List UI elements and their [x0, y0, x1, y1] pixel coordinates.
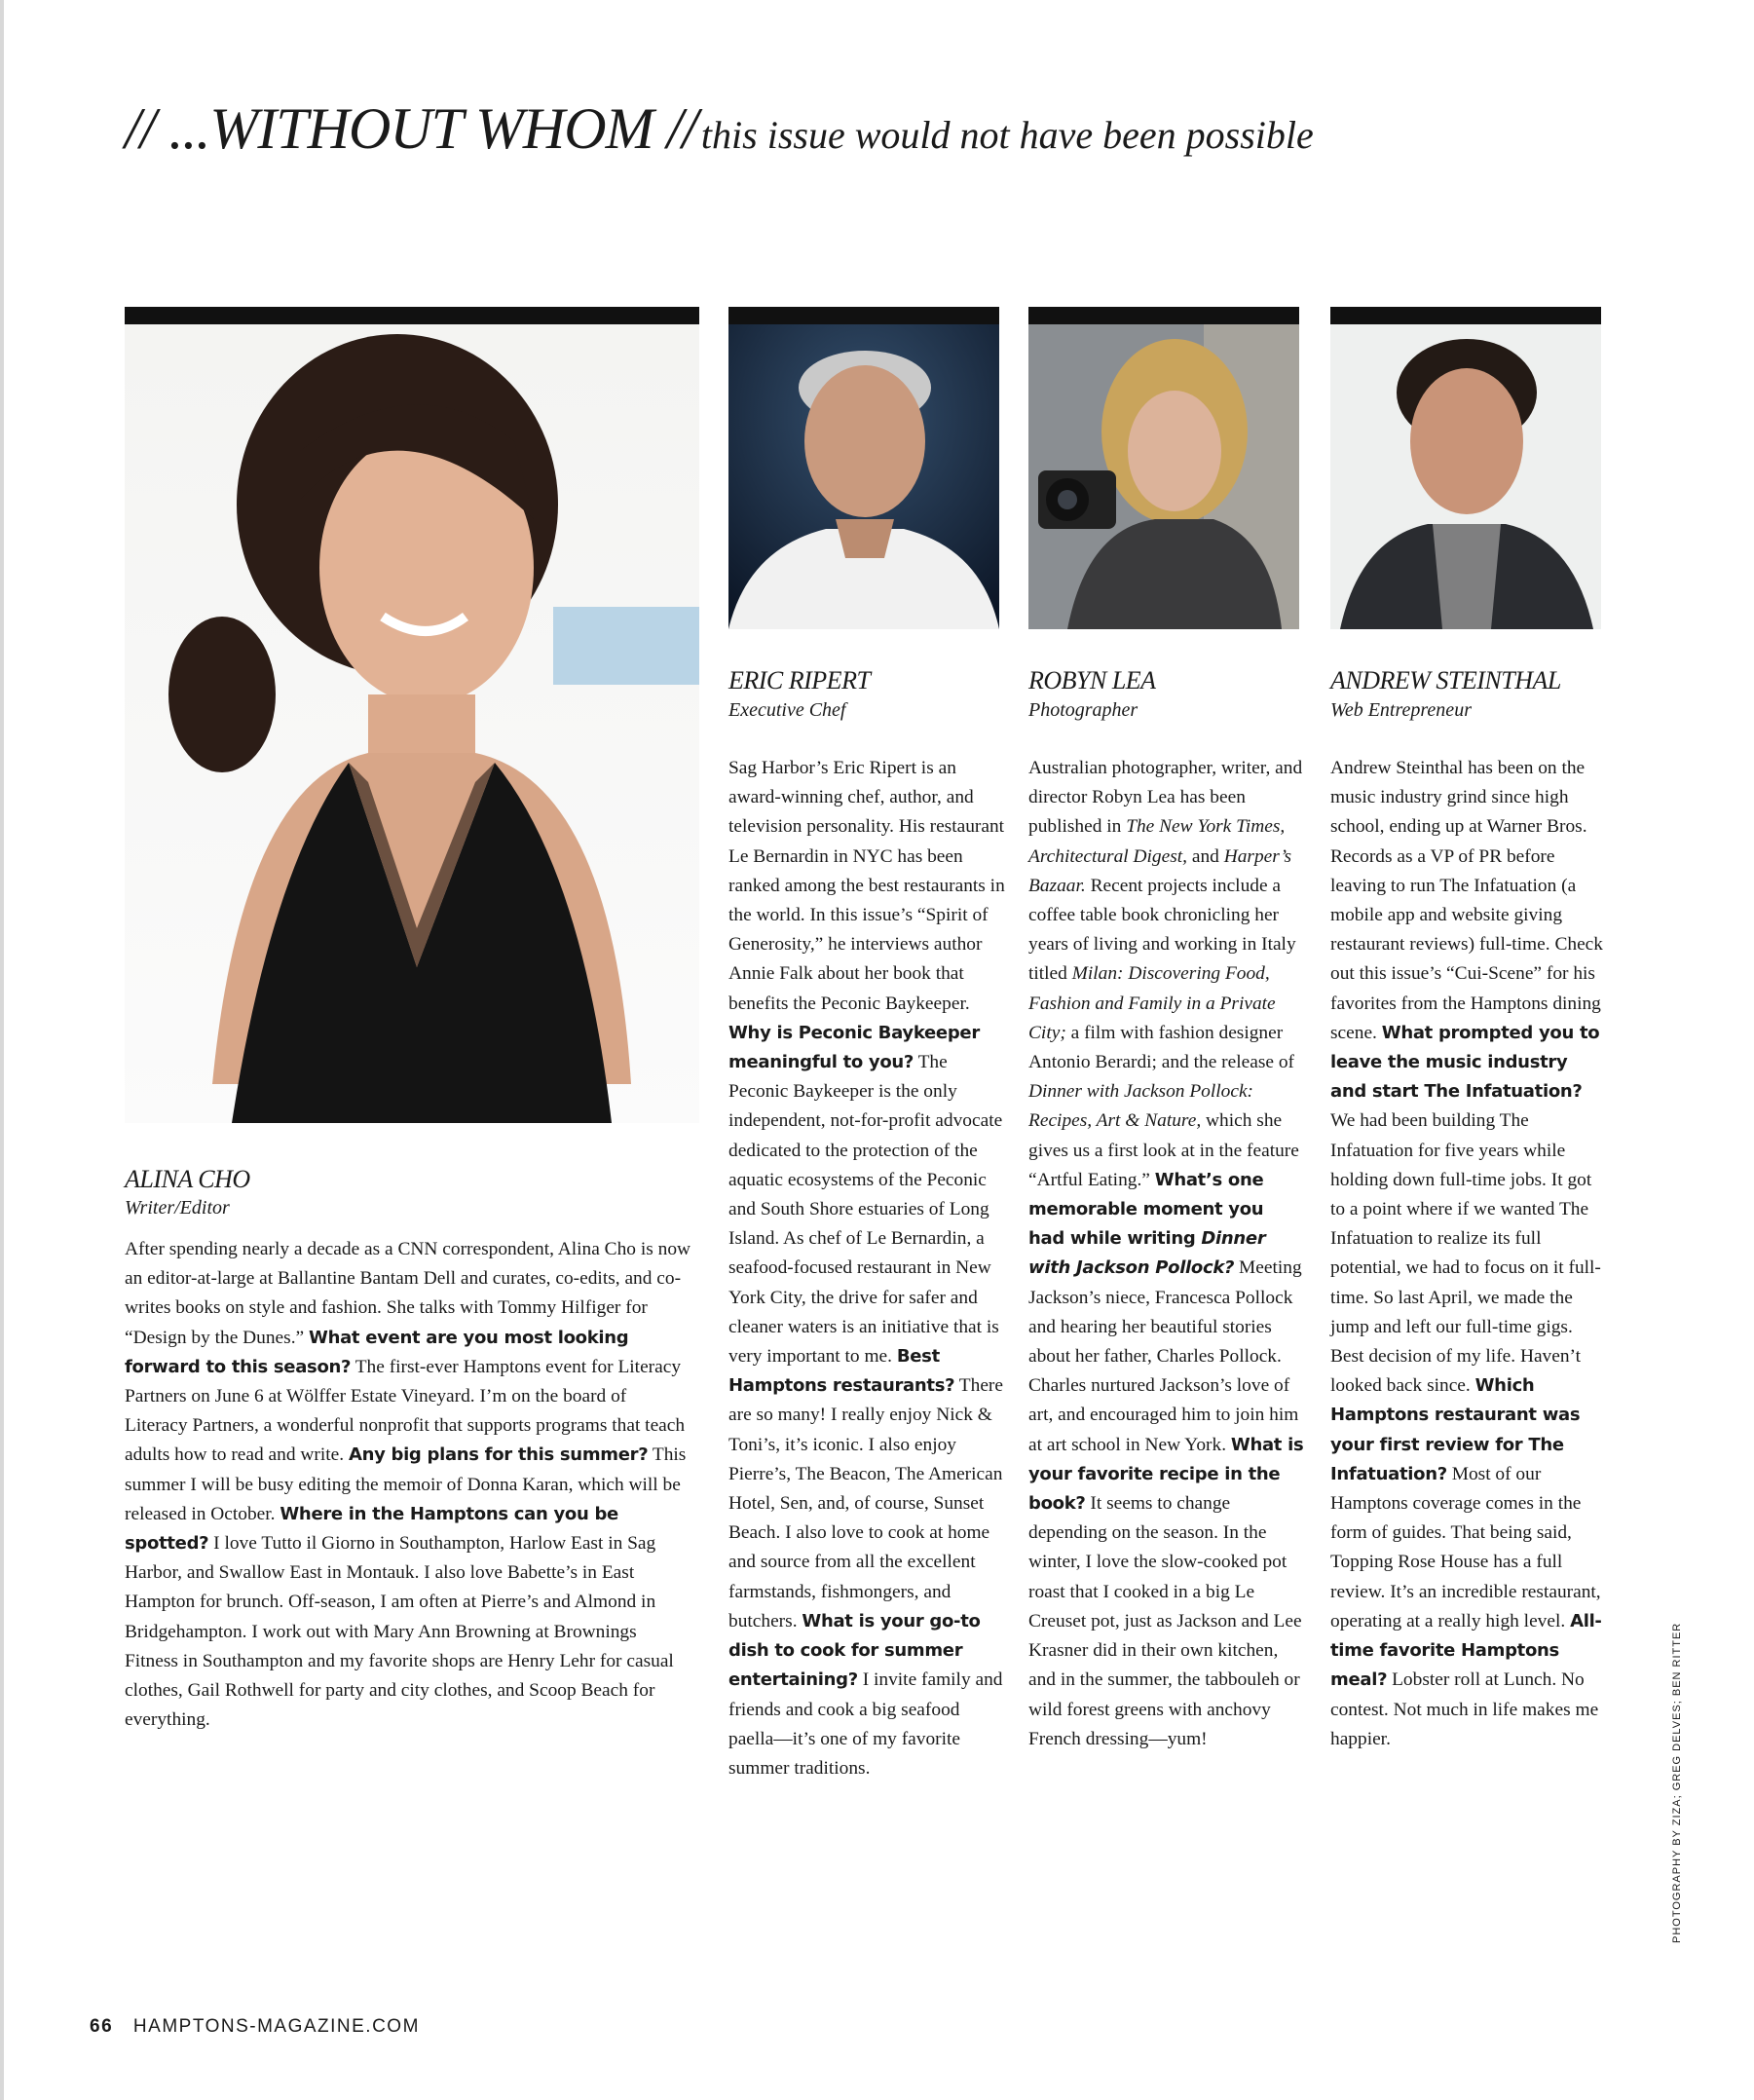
bio-title: Harper’s Bazaar.: [1028, 845, 1292, 896]
header-title: // ...WITHOUT WHOM //: [125, 96, 697, 161]
page-footer: [90, 2016, 420, 2038]
column-rule: [125, 307, 699, 324]
portrait-eric-ripert: [728, 324, 999, 629]
bio-question: Which Hamptons restaurant was your first review for The Infatuation?: [1330, 1375, 1581, 1484]
bio-run: I love Tutto il Giorno in Southampton, Harlow East in Sag Harbor, and Swallow East in Montauk. I also love Babette’s in East Hampton for brunch. Off-season, I am often at Pierre’s and Almond in Bridgehampton. I work out with Mary Ann Browning at Brownings Fitness in Southampton and my favorite shops are Henry Lehr for casual clothes, Gail Rothwell for party and city clothes, and Scoop Beach for everything.: [125, 1533, 674, 1731]
bio-run: We had been building The Infatuation for five years while holding down full-time jobs. It got to a point where if we wanted The Infatuation to realize its full potential, we had to focus on it full-time. So last April, we made the jump and left our full-time gigs. Best decision of my life. Haven’t looked back since.: [1330, 1110, 1601, 1397]
contributor-role: Executive Chef: [728, 699, 846, 721]
bio-text: [1028, 754, 1305, 1754]
bio-run: Andrew Steinthal has been on the music industry grind since high school, ending up at Warner Bros. Records as a VP of PR before leaving to run The Infatuation (a mobile app and website giving restaurant reviews) full-time. Check out this issue’s “Cui-Scene” for his favorites from the Hamptons dining scene.: [1330, 758, 1603, 1043]
contributor-bio: [1028, 754, 1305, 1754]
bio-question: What’s one memorable moment you had while writing: [1028, 1169, 1264, 1250]
header-subtitle: this issue would not have been possible: [700, 113, 1314, 157]
bio-run: Meeting Jackson’s niece, Francesca Pollock and hearing her beautiful stories about her father, Charles Pollock. Charles nurtured Jackson’s love of art, and encouraged him to join him at art school in New York.: [1028, 1257, 1302, 1455]
contributor-name: ERIC RIPERT: [728, 666, 871, 694]
bio-run: a film with fashion designer Antonio Berardi; and the release of: [1028, 1022, 1294, 1073]
bio-question: What prompted you to leave the music industry and start The Infatuation?: [1330, 1022, 1600, 1103]
contributor-bio: [728, 754, 1005, 1783]
bio-run: Most of our Hamptons coverage comes in the form of guides. That being said, Topping Rose House has a full review. It’s an incredible restaurant, operating at a really high level.: [1330, 1463, 1601, 1631]
bio-question: Best Hamptons restaurants?: [728, 1346, 955, 1397]
portrait-andrew-steinthal: [1330, 324, 1601, 629]
bio-question: Any big plans for this summer?: [348, 1444, 649, 1466]
bio-title: The New York Times, Architectural Digest,: [1028, 816, 1286, 867]
bio-question: Dinner with Jackson Pollock?: [1028, 1228, 1266, 1279]
site-url: HAMPTONS-MAGAZINE.COM: [132, 2016, 420, 2037]
column-rule: [1330, 307, 1601, 324]
bio-run: It seems to change depending on the season. In the winter, I love the slow-cooked pot roast that I cooked in a big Le Creuset pot, just as Jackson and Lee Krasner did in their own kitchen, and in the summer, the tabbouleh or wild forest greens with anchovy French dressing—yum!: [1028, 1493, 1302, 1749]
bio-run: Lobster roll at Lunch. No contest. Not much in life makes me happier.: [1330, 1669, 1599, 1749]
page-edge: [0, 0, 4, 2100]
column-rule: [1028, 307, 1299, 324]
bio-run: Sag Harbor’s Eric Ripert is an award-winning chef, author, and television personality. His restaurant Le Bernardin in NYC has been ranked among the best restaurants in the world. In this issue’s “Spirit of Generosity,” he interviews author Annie Falk about her book that benefits the Peconic Baykeeper.: [728, 758, 1005, 1014]
bio-question: Where in the Hamptons can you be spotted?: [125, 1503, 618, 1555]
section-header: [125, 95, 1634, 163]
bio-run: After spending nearly a decade as a CNN correspondent, Alina Cho is now an editor-at-large at Ballantine Bantam Dell and curates, co-edits, and co-writes books on style and fashion. She talks with Tommy Hilfiger for “Design by the Dunes.”: [125, 1239, 691, 1348]
bio-run: and: [1187, 845, 1224, 867]
bio-question: What is your go-to dish to cook for summer entertaining?: [728, 1610, 981, 1691]
bio-run: There are so many! I really enjoy Nick & Toni’s, it’s iconic. I also enjoy Pierre’s, The Beacon, The American Hotel, Sen, and, of course, Sunset Beach. I also love to cook at home and source from all the excellent farmstands, fishmongers, and butchers.: [728, 1375, 1003, 1631]
contributor-name: ANDREW STEINTHAL: [1330, 666, 1561, 694]
contributor-role: Writer/Editor: [125, 1197, 230, 1219]
bio-question: What is your favorite recipe in the book?: [1028, 1434, 1304, 1515]
bio-title: Milan: Discovering Food, Fashion and Family in a Private City;: [1028, 963, 1276, 1043]
contributor-role: Photographer: [1028, 699, 1138, 721]
bio-run: which she gives us a first look at in the feature “Artful Eating.”: [1028, 1110, 1299, 1190]
column-rule: [728, 307, 999, 324]
bio-run: I invite family and friends and cook a big seafood paella—it’s one of my favorite summer traditions.: [728, 1669, 1003, 1779]
bio-title: Dinner with Jackson Pollock: Recipes, Art & Nature,: [1028, 1081, 1254, 1132]
bio-question: All-time favorite Hamptons meal?: [1330, 1610, 1602, 1691]
bio-run: Australian photographer, writer, and director Robyn Lea has been published in: [1028, 758, 1303, 838]
contributor-name: ROBYN LEA: [1028, 666, 1156, 694]
bio-run: This summer I will be busy editing the memoir of Donna Karan, which will be released in October.: [125, 1444, 687, 1524]
bio-question: What event are you most looking forward to this season?: [125, 1327, 629, 1377]
bio-run: The first-ever Hamptons event for Literacy Partners on June 6 at Wölffer Estate Vineyard. I’m on the board of Literacy Partners, a wonderful nonprofit that supports programs that teach adults how to read and write.: [125, 1356, 686, 1466]
page-number: 66: [90, 2016, 114, 2037]
bio-text: [1330, 754, 1607, 1754]
portrait-robyn-lea: [1028, 324, 1299, 629]
bio-run: Recent projects include a coffee table book chronicling her years of living and working in Italy titled: [1028, 875, 1296, 985]
bio-run: The Peconic Baykeeper is the only independent, not-for-profit advocate dedicated to the protection of the aquatic ecosystems of the Peconic and South Shore estuaries of Long Island. As chef of Le Bernardin, a seafood-focused restaurant in New York City, the drive for safer and cleaner waters is an initiative that is very important to me.: [728, 1052, 1003, 1368]
portrait-alina-cho: [125, 324, 699, 1123]
contributor-bio: [125, 1235, 693, 1735]
bio-text: [728, 754, 1005, 1783]
photo-credit: PHOTOGRAPHY BY ZIZA; GREG DELVES; BEN RITTER: [1671, 1622, 1683, 1943]
contributor-role: Web Entrepreneur: [1330, 699, 1472, 721]
bio-text: [125, 1235, 693, 1735]
contributor-name: ALINA CHO: [125, 1165, 250, 1193]
contributor-bio: [1330, 754, 1607, 1754]
bio-question: Why is Peconic Baykeeper meaningful to you?: [728, 1022, 980, 1073]
